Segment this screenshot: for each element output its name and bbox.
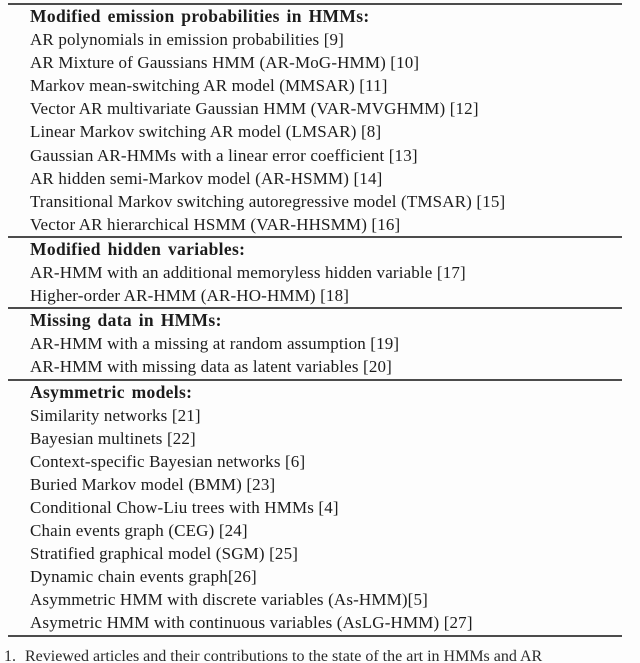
table-row: Vector AR multivariate Gaussian HMM (VAR-MVGHMM) [12]	[30, 99, 479, 119]
table-row: AR-HMM with a missing at random assumption [19]	[30, 334, 400, 354]
caption-text: Reviewed articles and their contributions to the state of the art in HMMs and AR	[25, 647, 543, 663]
table-row: Gaussian AR-HMMs with a linear error coefficient [13]	[30, 145, 418, 165]
table-row: Transitional Markov switching autoregressive model (TMSAR) [15]	[30, 191, 506, 211]
table-row: Markov mean-switching AR model (MMSAR) [11]	[30, 76, 388, 96]
caption-number: 1.	[4, 647, 16, 663]
table-row: AR polynomials in emission probabilities [9]	[30, 30, 344, 50]
section-header: Missing data in HMMs:	[30, 310, 222, 331]
table-row: Higher-order AR-HMM (AR-HO-HMM) [18]	[30, 286, 350, 306]
table-row: Stratified graphical model (SGM) [25]	[30, 544, 299, 564]
table-row: AR-HMM with an additional memoryless hidden variable [17]	[30, 263, 466, 283]
table-row: Context-specific Bayesian networks [6]	[30, 451, 306, 471]
section-header: Modified emission probabilities in HMMs:	[30, 6, 370, 26]
table-row: Asymmetric HMM with discrete variables (As-HMM)[5]	[30, 590, 428, 610]
table-row: AR Mixture of Gaussians HMM (AR-MoG-HMM) [10]	[30, 53, 420, 73]
table-row: Linear Markov switching AR model (LMSAR) [8]	[30, 122, 382, 142]
table-row: Chain events graph (CEG) [24]	[30, 521, 248, 541]
section-header: Asymmetric models:	[30, 381, 193, 402]
table-rule-bottom	[8, 635, 622, 637]
table-row: AR hidden semi-Markov model (AR-HSMM) [14]	[30, 168, 383, 188]
section-modified-emission	[8, 5, 622, 236]
table-row: Vector AR hierarchical HSMM (VAR-HHSMM) [16]	[30, 214, 401, 234]
table-row: AR-HMM with missing data as latent variables [20]	[30, 357, 392, 377]
section-asymmetric-models	[8, 381, 622, 635]
table-row: Similarity networks [21]	[30, 405, 201, 425]
table-row: Conditional Chow-Liu trees with HMMs [4]	[30, 497, 339, 517]
table-row: Bayesian multinets [22]	[30, 428, 196, 448]
table-row: Buried Markov model (BMM) [23]	[30, 474, 276, 494]
section-modified-hidden	[8, 238, 622, 307]
review-table	[8, 3, 622, 637]
table-caption	[4, 647, 640, 663]
table-row: Dynamic chain events graph[26]	[30, 567, 257, 587]
section-missing-data	[8, 309, 622, 378]
table-row: Asymetric HMM with continuous variables (AsLG-HMM) [27]	[30, 613, 473, 633]
section-header: Modified hidden variables:	[30, 238, 246, 259]
